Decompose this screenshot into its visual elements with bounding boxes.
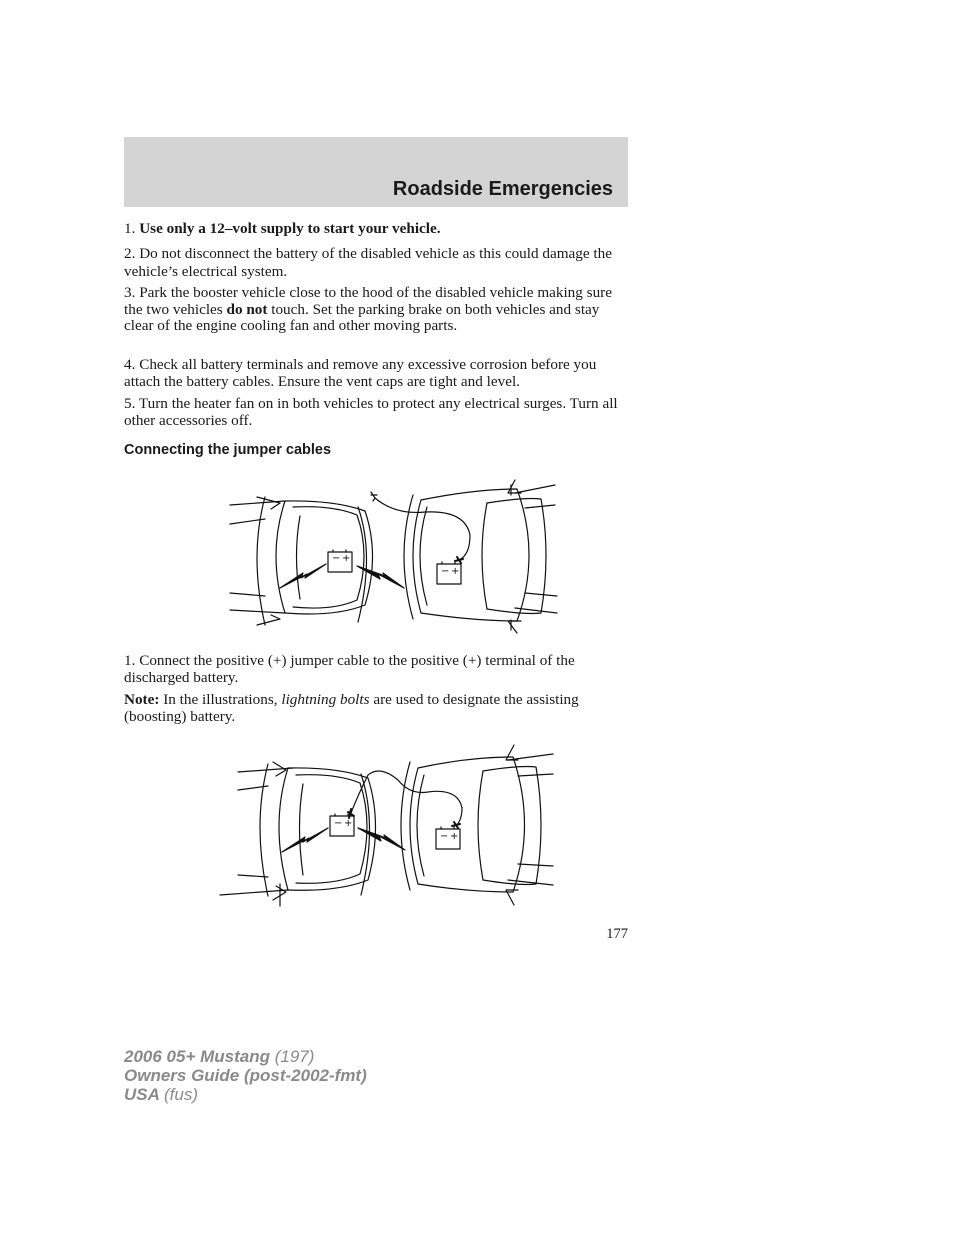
lightning-bolt-icon: [357, 566, 404, 588]
battery-plus-label: +: [450, 831, 459, 842]
connect-step-1: 1. Connect the positive (+) jumper cable to the positive (+) terminal of the discharged battery.: [124, 652, 575, 686]
footer-line-2: Owners Guide (post-2002-fmt): [124, 1066, 367, 1085]
battery-icon: [436, 827, 460, 849]
step-2: 2. Do not disconnect the battery of the disabled vehicle as this could damage the vehicle’s electrical system.: [124, 245, 612, 280]
battery-minus-label: −: [334, 818, 343, 829]
step-4: 4. Check all battery terminals and remove any excessive corrosion before you attach the battery cables. Ensure the vent caps are tight and level.: [124, 356, 597, 390]
section-title: Roadside Emergencies: [392, 178, 613, 200]
note-paragraph: [124, 692, 629, 725]
step-3-text-a: 3. Park the booster vehicle close to the hood of the disabled vehicle making sure the two vehicles: [124, 284, 612, 318]
battery-plus-label: +: [344, 818, 353, 829]
step-1-bold-text: Use only a 12–volt supply to start your vehicle.: [139, 220, 441, 237]
battery-icon: [330, 814, 354, 836]
section-header-band: [124, 137, 628, 207]
footer-model: 2006 05+ Mustang: [124, 1047, 270, 1066]
connecting-heading: Connecting the jumper cables: [124, 442, 332, 458]
note-italic: lightning bolts: [281, 691, 370, 708]
battery-minus-label: −: [441, 566, 450, 577]
step-3-bold: do not: [226, 300, 268, 318]
right-car-outline: [404, 480, 557, 633]
step-3: [124, 285, 629, 335]
note-label: Note:: [124, 691, 160, 708]
page-number: 177: [606, 926, 628, 942]
note-text-a: In the illustrations,: [159, 691, 282, 708]
footer-model-code: (197): [274, 1047, 315, 1066]
jumper-cable: [351, 771, 462, 826]
step-1-number: 1.: [124, 220, 136, 237]
battery-plus-label: +: [342, 553, 351, 564]
footer-line-3: [124, 1085, 367, 1104]
document-footer: [124, 1047, 367, 1104]
lightning-bolt-icon: [358, 828, 405, 850]
battery-icon: [437, 562, 461, 584]
lightning-bolt-icon: [280, 564, 326, 588]
footer-market: USA: [124, 1085, 160, 1104]
right-car-outline: [401, 745, 553, 905]
note-text-b: are used to designate the assisting (boosting) battery.: [124, 691, 579, 725]
battery-minus-label: −: [332, 553, 341, 564]
battery-plus-label: +: [451, 566, 460, 577]
battery-icon: [328, 550, 352, 572]
step-1: [124, 221, 629, 238]
step-5: 5. Turn the heater fan on in both vehicles to protect any electrical surges. Turn all other accessories off.: [124, 395, 618, 429]
footer-market-code: (fus): [164, 1085, 198, 1104]
battery-minus-label: −: [440, 831, 449, 842]
step-3-text-b: touch. Set the parking brake on both vehicles and stay clear of the engine cooling fan and other moving parts.: [124, 300, 600, 334]
lightning-bolt-icon: [282, 828, 328, 852]
jumper-cable-illustration-1: [225, 475, 565, 637]
footer-line-1: [124, 1047, 367, 1066]
jumper-cable-illustration-2: [218, 740, 558, 908]
